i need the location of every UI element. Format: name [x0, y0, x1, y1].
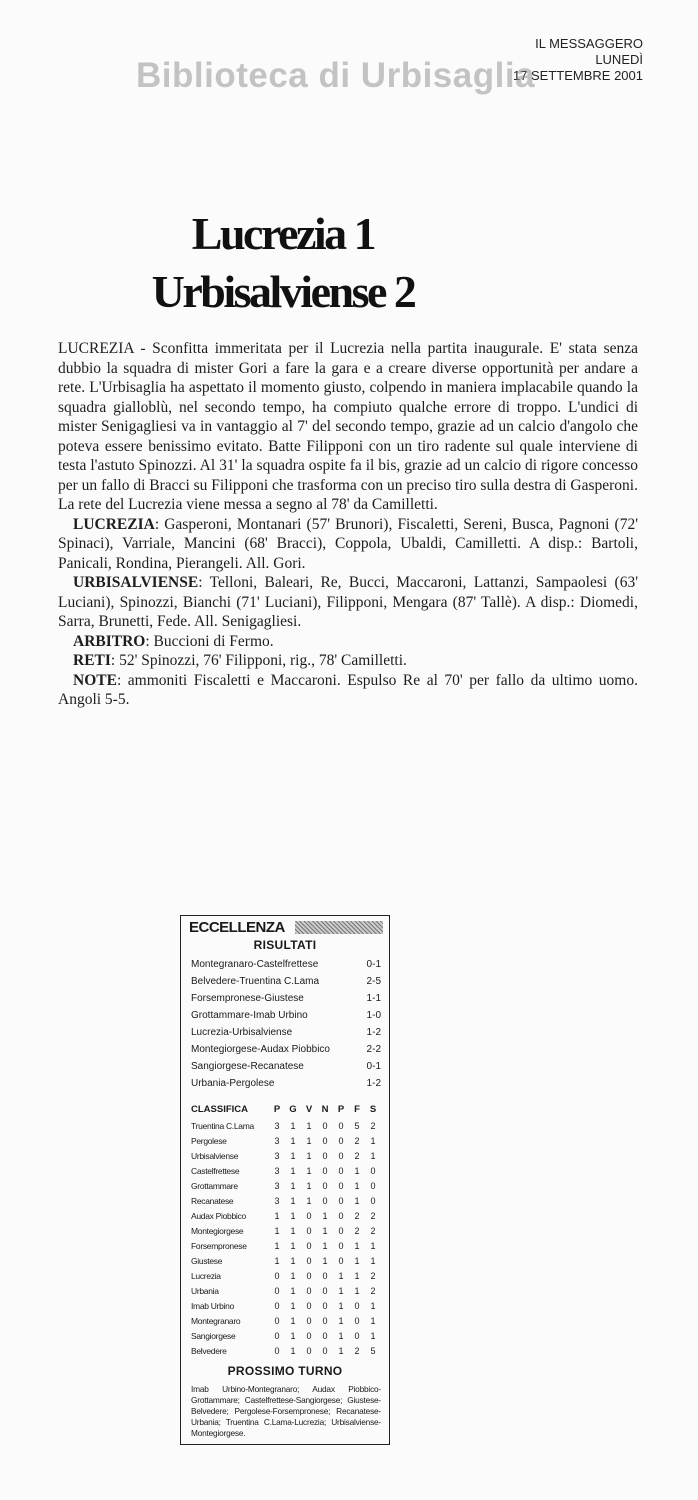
results-title: RISULTATI: [253, 938, 317, 952]
lineup-urbisalviense: [58, 573, 638, 632]
standings-cell: 3: [274, 1180, 280, 1191]
result-score: 0-1: [366, 1061, 381, 1072]
standings-team: Truentina C.Lama: [191, 1120, 254, 1131]
standings-cell: 3: [274, 1165, 280, 1176]
standings-cell: 1: [354, 1165, 360, 1176]
standings-cell: 1: [370, 1300, 376, 1311]
standings-cell: 0: [354, 1300, 360, 1311]
newspaper-name: IL MESSAGGERO: [535, 36, 643, 51]
result-match: Belvedere-Truentina C.Lama: [191, 976, 320, 987]
standings-cell: 0: [338, 1240, 344, 1251]
standings-column-header: N: [321, 1103, 329, 1115]
standings-cell: 0: [322, 1165, 328, 1176]
standings-cell: 2: [370, 1210, 376, 1221]
standings-team: Lucrezia: [191, 1270, 221, 1281]
standings-cell: 0: [306, 1315, 312, 1326]
lineup-urbisalviense-label: URBISALVIENSE: [73, 574, 199, 591]
standings-row: [191, 1343, 381, 1358]
standings-cell: 5: [370, 1345, 376, 1356]
standings-cell: 1: [290, 1300, 296, 1311]
standings-team: Audax Piobbico: [191, 1210, 246, 1221]
standings-cell: 0: [338, 1120, 344, 1131]
standings-team: Castelfrettese: [191, 1165, 240, 1176]
issue-date: 17 SETTEMBRE 2001: [512, 68, 643, 83]
standings-cell: 1: [370, 1255, 376, 1266]
result-score: 1-1: [366, 993, 381, 1004]
standings-cell: 2: [370, 1270, 376, 1281]
goals-label: RETI: [73, 652, 111, 669]
standings-row: [191, 1283, 381, 1298]
standings-row: [191, 1148, 381, 1163]
standings-cell: 0: [322, 1120, 328, 1131]
standings-row: [191, 1238, 381, 1253]
standings-team: Imab Urbino: [191, 1300, 234, 1311]
standings-team: Grottammare: [191, 1180, 238, 1191]
standings-cell: 0: [354, 1330, 360, 1341]
standings-cell: 0: [306, 1285, 312, 1296]
standings-cell: 0: [274, 1270, 280, 1281]
standings-column-header: F: [354, 1103, 360, 1115]
standings-row: [191, 1298, 381, 1313]
standings-cell: 1: [370, 1315, 376, 1326]
standings-cell: 1: [338, 1345, 344, 1356]
standings-cell: 1: [290, 1270, 296, 1281]
standings-cell: 0: [370, 1180, 376, 1191]
result-score: 2-2: [366, 1044, 381, 1055]
standings-cell: 2: [354, 1345, 360, 1356]
standings-cell: 1: [274, 1240, 280, 1251]
standings-cell: 0: [322, 1195, 328, 1206]
standings-cell: 0: [370, 1165, 376, 1176]
standings-team: Recanatese: [191, 1195, 234, 1206]
standings-cell: 1: [338, 1270, 344, 1281]
box-header: [181, 916, 389, 938]
notes: [58, 671, 638, 710]
notes-label: NOTE: [73, 671, 117, 689]
standings-cell: 1: [290, 1345, 296, 1356]
standings-cell: 0: [274, 1285, 280, 1296]
standings-cell: 2: [354, 1225, 360, 1236]
result-score: 2-5: [366, 976, 381, 987]
standings-cell: 1: [370, 1135, 376, 1146]
notes-text: : ammoniti Fiscaletti e Maccaroni. Espulso Re al 70' per fallo da ultimo uomo. Angoli 5-5.: [58, 671, 638, 708]
standings-cell: 0: [306, 1240, 312, 1251]
result-row: [191, 1058, 381, 1075]
standings-cell: 1: [290, 1165, 296, 1176]
referee: [58, 632, 638, 652]
standings-cell: 3: [274, 1195, 280, 1206]
result-row: [191, 1075, 381, 1092]
dotted-pattern-decoration: [295, 921, 383, 934]
result-match: Forsempronese-Giustese: [191, 993, 304, 1004]
standings-team: Montegranaro: [191, 1315, 241, 1326]
standings-cell: 1: [290, 1150, 296, 1161]
standings-team: Belvedere: [191, 1345, 227, 1356]
standings-cell: 0: [322, 1300, 328, 1311]
standings-cell: 0: [306, 1225, 312, 1236]
standings-cell: 0: [274, 1300, 280, 1311]
standings-team: Montegiorgese: [191, 1225, 244, 1236]
standings-cell: 0: [322, 1315, 328, 1326]
standings-cell: 1: [290, 1210, 296, 1221]
standings-cell: 0: [306, 1210, 312, 1221]
result-score: 1-2: [366, 1078, 381, 1089]
standings-row: [191, 1328, 381, 1343]
standings-team: Urbania: [191, 1285, 219, 1296]
standings-cell: 1: [306, 1150, 312, 1161]
standings-cell: 1: [322, 1255, 328, 1266]
standings-cell: 1: [354, 1270, 360, 1281]
standings-cell: 1: [274, 1255, 280, 1266]
standings-column-header: V: [305, 1103, 313, 1115]
result-row: [191, 973, 381, 990]
standings-column-header: G: [289, 1103, 297, 1115]
standings-cell: 0: [306, 1255, 312, 1266]
standings-cell: 1: [338, 1300, 344, 1311]
standings-cell: 1: [370, 1150, 376, 1161]
article-paragraph: LUCREZIA - Sconfitta immeritata per il Lucrezia nella partita inaugurale. E' stata senza dubbio la squadra di mister Gori a fare la gara e a creare diverse opportunità per andare a rete. L'Urbisaglia ha aspettato il momento giusto, colpendo in maniera implacabile quando la squadra gialloblù, nel secondo tempo, ha compiuto qualche errore di troppo. L'undici di mister Senigagliesi va in vantaggio al 7' del secondo tempo, grazie ad un calcio d'angolo che poteva essere benissimo evitato. Batte Filipponi con un tiro radente sul quale interviene di testa l'astuto Spinozzi. Al 31' la squadra ospite fa il bis, grazie ad un calcio di rigore concesso per un fallo di Bracci su Filipponi che trasforma con un preciso tiro sulla destra di Gasperoni. La rete del Lucrezia viene messa a segno al 78' da Camilletti.: [58, 340, 638, 513]
lineup-lucrezia-label: LUCREZIA: [73, 515, 155, 533]
result-match: Urbania-Pergolese: [191, 1078, 275, 1089]
standings-cell: 0: [306, 1330, 312, 1341]
results-list: [181, 956, 389, 1092]
standings-cell: 1: [290, 1180, 296, 1191]
goals: [58, 651, 638, 671]
standings-cell: 1: [306, 1195, 312, 1206]
standings-cell: 0: [338, 1225, 344, 1236]
referee-text: : Buccioni di Fermo.: [145, 632, 274, 650]
standings-cell: 1: [338, 1315, 344, 1326]
standings-cell: 1: [306, 1135, 312, 1146]
standings-team: Giustese: [191, 1255, 223, 1266]
standings-cell: 1: [354, 1180, 360, 1191]
library-watermark: Biblioteca di Urbisaglia: [136, 56, 536, 95]
next-round-text: Imab Urbino-Montegranaro; Audax Piobbico-Grottammare; Castelfrettese-Sangiorgese; Giustese-Belvedere; Pergolese-Forsempronese; Recanatese-Urbania; Truentina C.Lama-Lucrezia; Urbisalviense-Montegiorgese.: [191, 1384, 381, 1438]
box-title: ECCELLENZA: [189, 918, 285, 936]
standings-cell: 1: [290, 1135, 296, 1146]
standings-cell: 3: [274, 1120, 280, 1131]
standings-row: [191, 1313, 381, 1328]
standings-row: [191, 1118, 381, 1133]
standings-cell: 1: [354, 1285, 360, 1296]
standings-team: Pergolese: [191, 1135, 227, 1146]
standings-cell: 0: [274, 1345, 280, 1356]
standings-header-row: [191, 1100, 381, 1118]
standings-cell: 1: [370, 1330, 376, 1341]
standings-cell: 0: [322, 1180, 328, 1191]
standings-cell: 0: [322, 1345, 328, 1356]
standings-cell: 2: [354, 1150, 360, 1161]
standings-cell: 1: [274, 1210, 280, 1221]
standings-row: [191, 1178, 381, 1193]
standings-row: [191, 1268, 381, 1283]
standings-cell: 1: [290, 1285, 296, 1296]
standings-cell: 1: [306, 1180, 312, 1191]
result-row: [191, 1024, 381, 1041]
standings-cell: 1: [290, 1315, 296, 1326]
standings-cell: 1: [338, 1285, 344, 1296]
standings-team: Forsempronese: [191, 1240, 247, 1251]
lineup-lucrezia-text: : Gasperoni, Montanari (57' Brunori), Fiscaletti, Sereni, Busca, Pagnoni (72' Spinaci), Varriale, Mancini (68' Bracci), Coppola, Ubaldi, Camilletti. A disp.: Bartoli, Panicali, Rondina, Pierangeli. All. Gori.: [58, 515, 638, 572]
next-round-title: PROSSIMO TURNO: [227, 1364, 343, 1378]
standings-row: [191, 1163, 381, 1178]
weekday: LUNEDÌ: [595, 52, 643, 67]
standings-cell: 1: [322, 1225, 328, 1236]
standings-row: [191, 1208, 381, 1223]
standings-cell: 0: [338, 1135, 344, 1146]
standings-cell: 0: [338, 1255, 344, 1266]
result-match: Montegiorgese-Audax Piobbico: [191, 1044, 330, 1055]
result-match: Montegranaro-Castelfrettese: [191, 959, 319, 970]
standings-cell: 1: [306, 1165, 312, 1176]
standings-cell: 0: [338, 1210, 344, 1221]
standings-column-header: P: [337, 1103, 345, 1115]
standings-cell: 1: [306, 1120, 312, 1131]
standings-cell: 0: [306, 1345, 312, 1356]
standings-column-header: P: [273, 1103, 281, 1115]
result-row: [191, 1041, 381, 1058]
standings-team: Urbisalviense: [191, 1150, 239, 1161]
result-row: [191, 990, 381, 1007]
lineup-lucrezia: [58, 515, 638, 574]
standings-cell: 1: [370, 1240, 376, 1251]
standings-column-header: S: [369, 1103, 377, 1115]
article-body: [58, 339, 638, 710]
standings-cell: 1: [274, 1225, 280, 1236]
standings-cell: 2: [370, 1285, 376, 1296]
result-row: [191, 956, 381, 973]
standings-row: [191, 1133, 381, 1148]
standings-cell: 3: [274, 1150, 280, 1161]
standings-cell: 0: [354, 1315, 360, 1326]
standings-cell: 0: [338, 1195, 344, 1206]
eccellenza-box: [180, 915, 390, 1445]
goals-text: : 52' Spinozzi, 76' Filipponi, rig., 78' Camilletti.: [110, 652, 407, 669]
standings-cell: 2: [370, 1120, 376, 1131]
headline-line-2: Urbisalviense 2: [151, 266, 415, 317]
standings-cell: 1: [322, 1240, 328, 1251]
headline-line-1: Lucrezia 1: [191, 208, 375, 259]
standings-cell: 0: [370, 1195, 376, 1206]
standings-cell: 3: [274, 1135, 280, 1146]
standings-cell: 1: [290, 1255, 296, 1266]
standings-cell: 1: [290, 1195, 296, 1206]
result-match: Sangiorgese-Recanatese: [191, 1061, 304, 1072]
standings-cell: 0: [306, 1270, 312, 1281]
standings-cell: 0: [322, 1135, 328, 1146]
standings-table: [191, 1100, 381, 1358]
result-score: 0-1: [366, 959, 381, 970]
standings-cell: 5: [354, 1120, 360, 1131]
standings-cell: 1: [354, 1255, 360, 1266]
standings-team: Sangiorgese: [191, 1330, 236, 1341]
result-match: Lucrezia-Urbisalviense: [191, 1027, 293, 1038]
result-row: [191, 1007, 381, 1024]
standings-cell: 1: [290, 1240, 296, 1251]
standings-row: [191, 1223, 381, 1238]
standings-cell: 0: [322, 1270, 328, 1281]
standings-cell: 1: [354, 1195, 360, 1206]
standings-cell: 0: [322, 1150, 328, 1161]
result-score: 1-0: [366, 1010, 381, 1021]
standings-cell: 1: [290, 1225, 296, 1236]
standings-cell: 0: [338, 1150, 344, 1161]
standings-title: CLASSIFICA: [191, 1103, 248, 1115]
standings-cell: 2: [354, 1210, 360, 1221]
standings-cell: 0: [274, 1330, 280, 1341]
standings-cell: 1: [354, 1240, 360, 1251]
standings-cell: 1: [338, 1330, 344, 1341]
standings-body: [191, 1118, 381, 1358]
standings-cell: 0: [306, 1300, 312, 1311]
standings-cell: 1: [322, 1210, 328, 1221]
standings-cell: 1: [290, 1330, 296, 1341]
result-score: 1-2: [366, 1027, 381, 1038]
standings-cell: 2: [370, 1225, 376, 1236]
standings-cell: 0: [274, 1315, 280, 1326]
standings-cell: 0: [322, 1285, 328, 1296]
standings-cell: 1: [290, 1120, 296, 1131]
result-match: Grottammare-Imab Urbino: [191, 1010, 308, 1021]
referee-label: ARBITRO: [73, 632, 146, 650]
standings-row: [191, 1193, 381, 1208]
standings-row: [191, 1253, 381, 1268]
standings-cell: 0: [338, 1165, 344, 1176]
standings-cell: 0: [338, 1180, 344, 1191]
lineup-urbisalviense-text: : Telloni, Baleari, Re, Bucci, Maccaroni, Lattanzi, Sampaolesi (63' Luciani), Spinozzi, Bianchi (71' Luciani), Filipponi, Mengara (87' Tallè). A disp.: Diomedi, Sarra, Brunetti, Fede. All. Senigagliesi.: [58, 574, 638, 630]
standings-cell: 2: [354, 1135, 360, 1146]
standings-cell: 0: [322, 1330, 328, 1341]
